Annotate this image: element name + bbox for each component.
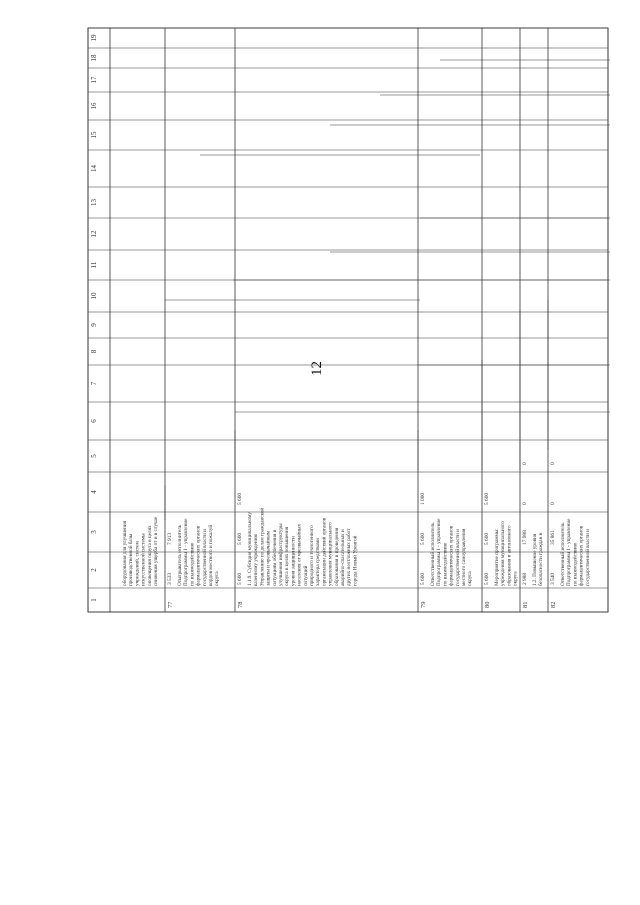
row-name-line: 1.2. Повышение уровня — [532, 533, 538, 586]
column-header-number: 18 — [90, 54, 98, 62]
row-name-line: других неотложных работ — [346, 528, 353, 586]
row-value: 35 861 — [550, 530, 556, 545]
row-value: 0 — [550, 462, 556, 465]
row-name-line: организации действий органов — [321, 517, 328, 586]
row-value: 5 600 — [237, 532, 243, 545]
row-name-line: уровня защищенности — [290, 536, 297, 586]
row-number: 81 — [522, 601, 529, 608]
column-header-number: 12 — [90, 230, 98, 238]
row-name-line: Ответственный исполнитель — [430, 522, 436, 586]
row-value: 2 988 — [522, 572, 528, 585]
column-header-number: 4 — [90, 490, 98, 494]
row-name-line: по взаимодействию — [189, 542, 196, 586]
row-name-line: образования и проведения — [333, 527, 340, 586]
column-header-number: 5 — [90, 454, 98, 458]
row-name-line: фармацевтических органов — [195, 525, 202, 586]
row-name-line: безопасности граждан в — [538, 532, 545, 586]
row-value: 0 — [522, 502, 528, 505]
row-name-line: округа в целях повышения — [284, 526, 291, 586]
row-number: 79 — [420, 601, 427, 608]
row-value: 3 540 — [550, 572, 556, 585]
row-value: 5 600 — [484, 532, 490, 545]
row-value: 0 — [522, 462, 528, 465]
row-name-line: округа — [214, 571, 221, 586]
row-number: 78 — [237, 601, 244, 608]
row-name-line: Подпрограммы 1 - управление — [183, 518, 190, 586]
row-name-line: по взаимодействию — [572, 542, 579, 586]
row-value: 0 — [550, 502, 556, 505]
column-header-number: 6 — [90, 419, 98, 423]
column-header-number: 8 — [90, 349, 98, 354]
column-header-number: 16 — [90, 102, 98, 110]
row-name-line: Мероприятие программы: — [494, 528, 500, 586]
row-name-line: производственной базы — [128, 533, 135, 586]
row-name-line: казенному учреждению — [253, 533, 260, 586]
row-value: 5 600 — [484, 492, 490, 505]
row-name-line: по взаимодействию — [442, 542, 449, 586]
row-name-line: искусственной системы — [140, 533, 147, 586]
row-name-line: управления муниципального — [327, 522, 334, 586]
row-name-line: государственной власти и — [454, 529, 461, 586]
row-number: 77 — [167, 601, 174, 608]
column-header-number: 14 — [90, 165, 98, 172]
column-header-number: 1 — [90, 598, 98, 602]
row-name-line: улучшения инфраструктуры — [278, 523, 284, 586]
row-value: 5 600 — [237, 572, 243, 585]
page-number: 12 — [309, 361, 325, 376]
row-name-line: учреждения муниципального — [500, 521, 507, 586]
table-frame — [88, 28, 608, 612]
column-header-number: 7 — [90, 381, 98, 386]
row-value: 5 600 — [484, 572, 490, 585]
column-header-number: 3 — [90, 530, 98, 534]
column-header-number: 19 — [90, 34, 98, 42]
row-value: 7 913 — [167, 532, 173, 545]
row-name-line: образования и автономного — [506, 525, 513, 586]
row-name-line: оповещения округа в целях — [146, 525, 153, 586]
column-header-number: 9 — [90, 323, 98, 327]
row-name-line: ситуаций — [302, 565, 309, 586]
column-header-number: 15 — [90, 131, 98, 139]
row-name-line: природного и техногенного — [309, 525, 315, 586]
row-name-line: ситуациям обеспечения и — [271, 529, 278, 586]
row-name-line: защиты и чрезвычайным — [265, 530, 272, 586]
row-name-line: местного самоуправления — [461, 528, 467, 586]
column-header-number: 10 — [90, 292, 98, 300]
column-header-number: 17 — [90, 76, 98, 84]
row-value: 5 600 — [420, 532, 426, 545]
row-name-line: снижения ущерба от и в случае — [153, 516, 159, 586]
row-name-line: аварийно-спасательных и — [340, 529, 346, 586]
row-name-line: населения от чрезвычайных — [296, 523, 303, 586]
row-name-line: 1.1.9. Субсидия муниципальному — [247, 512, 253, 586]
row-name-line: округа — [512, 571, 519, 586]
row-name-line: округа — [467, 571, 474, 586]
row-name-line: Отыгрыватель исполнитель — [177, 524, 183, 586]
row-name-line: государственной власти и — [201, 529, 208, 586]
row-value: 5 600 — [420, 572, 426, 585]
row-name-line: города Новый Уренгой — [352, 535, 359, 586]
row-name-line: фармацевтических органов — [448, 525, 455, 586]
row-name-line: кордов местного и пожалуй — [208, 524, 214, 586]
row-name-line: Подпрограммы 1 - управление — [436, 518, 443, 586]
row-name-line: Подпрограммы 1 - управление — [566, 518, 573, 586]
row-name-line: оборудования для улучшения — [122, 520, 128, 586]
column-header-number: 2 — [90, 568, 98, 572]
row-name-line: характера средствами — [315, 537, 322, 586]
row-value: 5 600 — [237, 492, 243, 505]
row-name-line: Управлению по делам гражданской — [259, 507, 266, 586]
row-value: 1 000 — [420, 492, 426, 505]
row-number: 82 — [550, 601, 557, 608]
row-value: 17 988 — [522, 530, 528, 545]
row-number: 80 — [484, 601, 491, 608]
row-name-line: Ответственный исполнитель — [560, 522, 566, 586]
row-name-line: фармацевтических органов — [578, 525, 585, 586]
row-name-line: государственной власти и — [584, 529, 591, 586]
column-header-number: 13 — [90, 199, 98, 206]
row-name-line: учреждений, систем — [134, 541, 141, 586]
row-value: 3 533 — [167, 572, 173, 585]
column-header-number: 11 — [90, 261, 98, 269]
